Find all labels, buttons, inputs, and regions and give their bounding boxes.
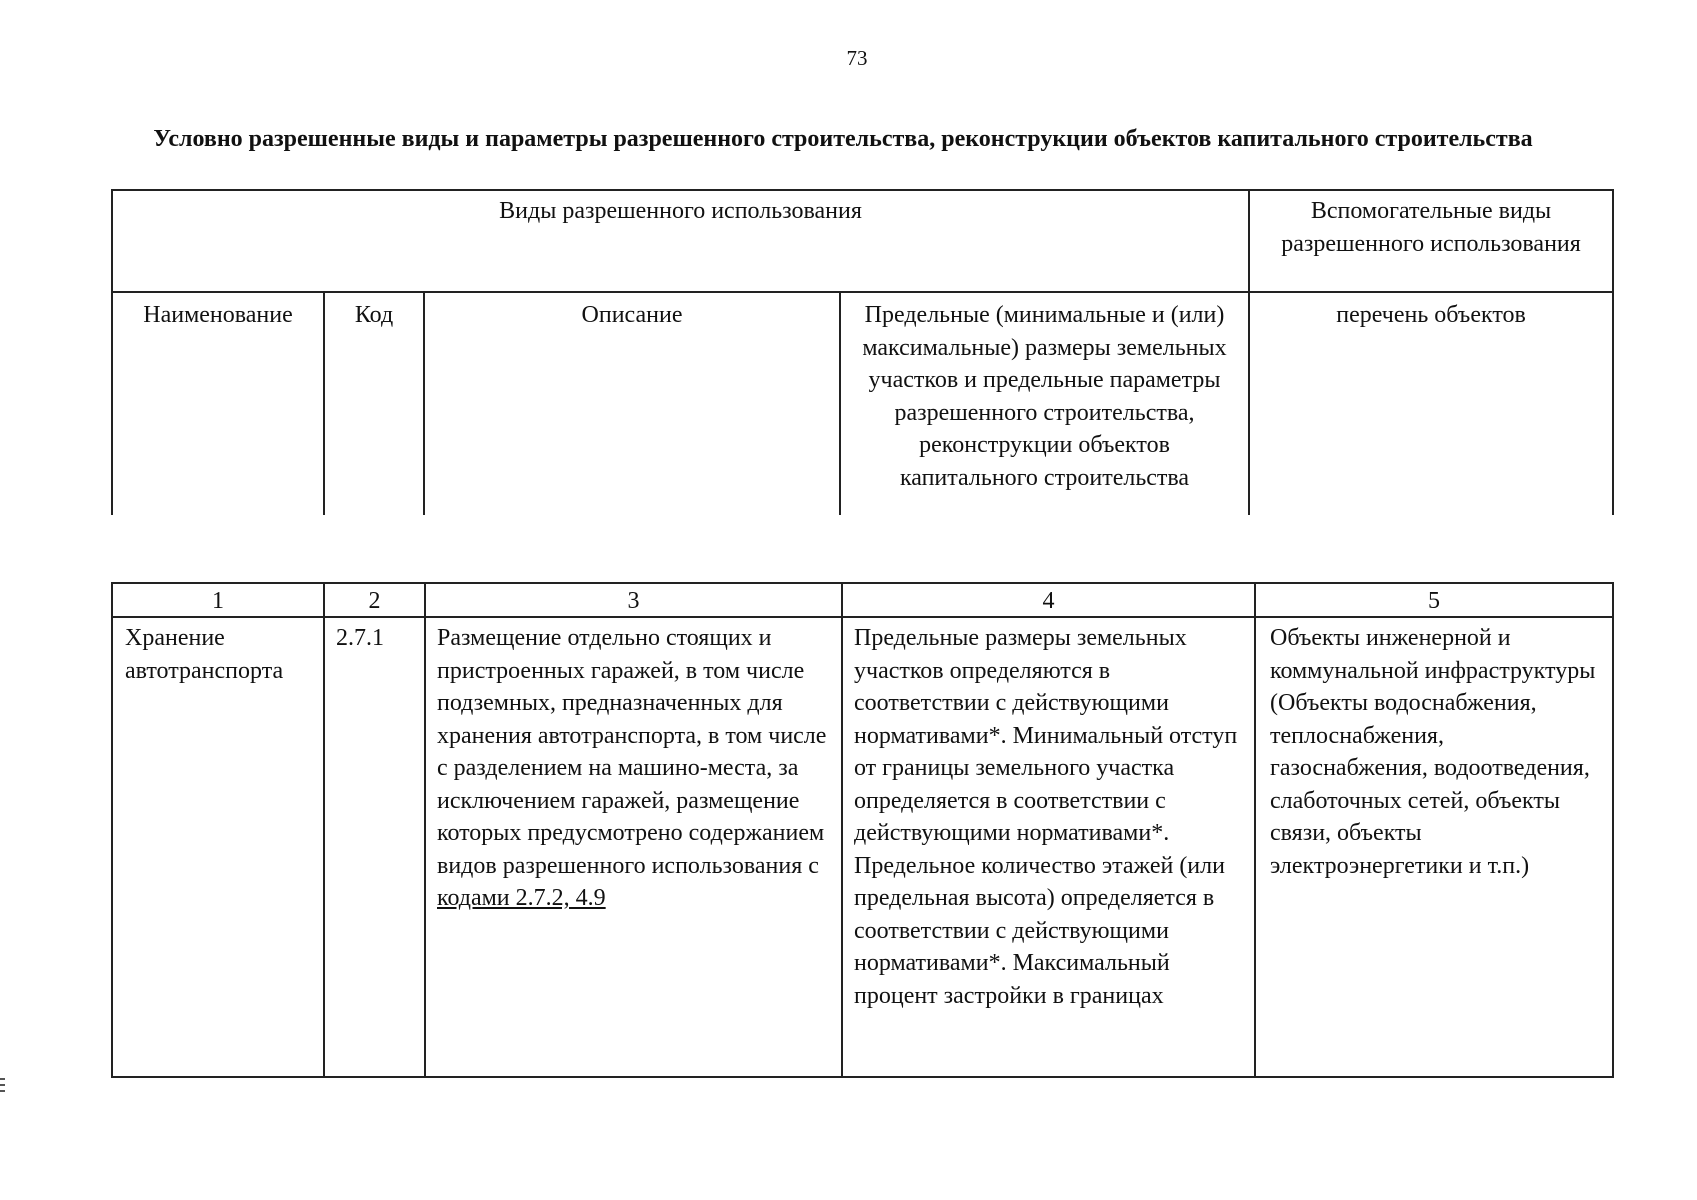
column-header-description: Описание [424, 292, 840, 515]
page-number: 73 [846, 46, 868, 70]
scan-edge-mark [0, 1090, 5, 1092]
cell-auxiliary-objects: Объекты инженерной и коммунальной инфраструктуры (Объекты водоснабжения, теплоснабжения, газоснабжения, водоотведения, слаботочных сетей, объекты связи, объекты электроэнергетики и т.п.) [1255, 617, 1613, 1077]
cell-limits: Предельные размеры земельных участков определяются в соответствии с действующими нормативами*. Минимальный отступ от границы земельного участка определяется в соответствии с действующими нормативами*. Предельное количество этажей (или предельная высота) определяется в соответствии с действующими нормативами*. Максимальный процент застройки в границах [842, 617, 1255, 1077]
column-number: 2 [324, 583, 425, 617]
column-number: 3 [425, 583, 842, 617]
column-number: 4 [842, 583, 1255, 617]
header-table [111, 189, 1614, 515]
header-permitted-uses-label: Виды разрешенного использования [499, 198, 862, 224]
column-number: 5 [1255, 583, 1613, 617]
scan-edge-mark [0, 1078, 5, 1080]
cell-description [425, 617, 842, 1077]
table-row [112, 617, 1613, 1077]
cell-name: Хранение автотранспорта [112, 617, 324, 1077]
column-number-row [112, 583, 1613, 617]
codes-link[interactable]: кодами 2.7.2, 4.9 [437, 885, 606, 911]
description-text: Размещение отдельно стоящих и пристроенных гаражей, в том числе подземных, предназначенных для хранения автотранспорта, в том числе с разделением на машино-места, за исключением гаражей, размещение которых предусмотрено содержанием видов разрешенного использования с [437, 625, 827, 879]
cell-code: 2.7.1 [324, 617, 425, 1077]
column-header-objects-list: перечень объектов [1249, 292, 1613, 515]
scan-edge-mark [0, 1084, 5, 1086]
document-title: Условно разрешенные виды и параметры разрешенного строительства, реконструкции объектов капитального строительства [153, 126, 1533, 152]
column-header-name: Наименование [112, 292, 324, 515]
header-permitted-uses [112, 190, 1249, 292]
column-header-code: Код [324, 292, 424, 515]
column-number: 1 [112, 583, 324, 617]
data-table [111, 582, 1614, 1078]
column-header-limits: Предельные (минимальные и (или) максимальные) размеры земельных участков и предельные параметры разрешенного строительства, реконструкции объектов капитального строительства [840, 292, 1249, 515]
header-auxiliary-uses-label: Вспомогательные виды разрешенного использования [1281, 198, 1581, 257]
header-auxiliary-uses [1249, 190, 1613, 292]
